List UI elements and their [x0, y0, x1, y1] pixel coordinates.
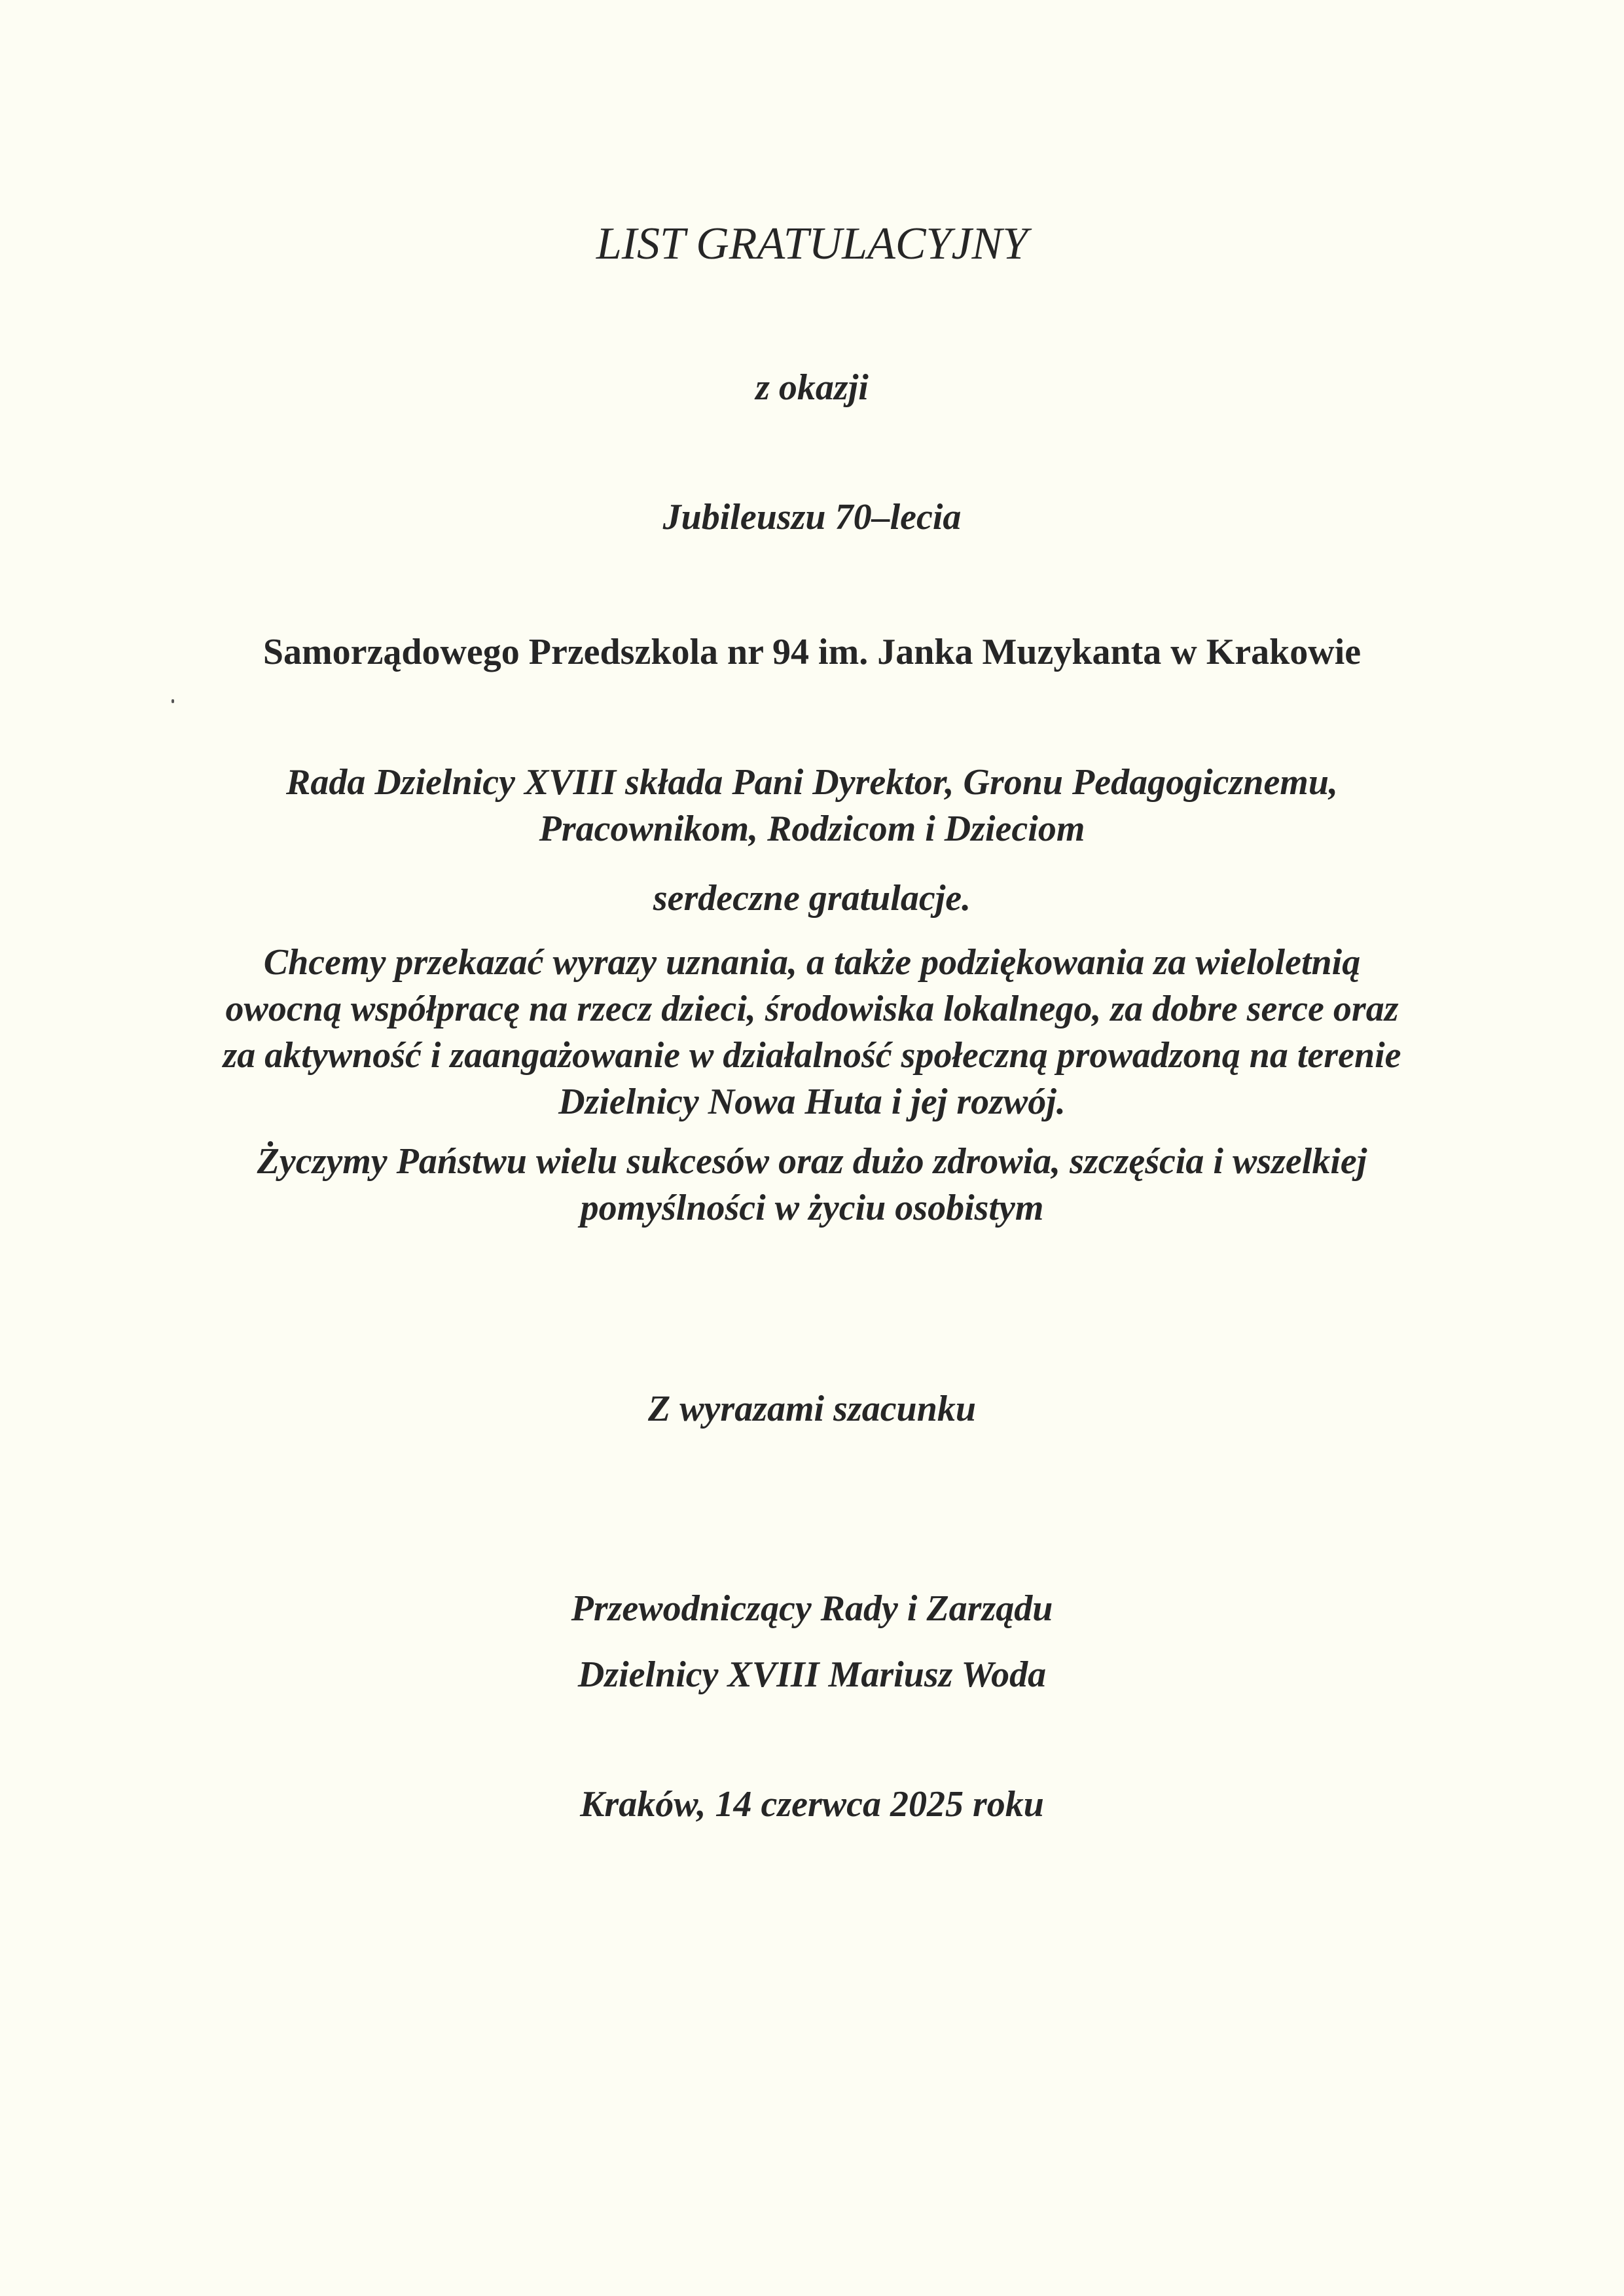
greeting-line: Rada Dzielnicy XVIII składa Pani Dyrektor, Gronu Pedagogicznemu, — [285, 762, 1339, 803]
recognition-line: Dzielnicy Nowa Huta i jej rozwój. — [558, 1082, 1066, 1122]
recognition-line: owocną współpracę na rzecz dzieci, środowiska lokalnego, za dobre serce oraz — [225, 989, 1399, 1029]
congratulations-line: serdeczne gratulacje. — [653, 878, 971, 919]
wishes-line: pomyślności w życiu osobistym — [580, 1188, 1044, 1228]
scan-speck — [171, 699, 174, 703]
signature-name: Dzielnicy XVIII Mariusz Woda — [577, 1654, 1047, 1695]
letter-title: LIST GRATULACYJNY — [596, 219, 1028, 269]
place-date: Kraków, 14 czerwca 2025 roku — [580, 1784, 1044, 1825]
signature-title: Przewodniczący Rady i Zarządu — [571, 1588, 1053, 1629]
recognition-line: Chcemy przekazać wyrazy uznania, a także podziękowania za wieloletnią — [263, 942, 1361, 983]
closing-line: Z wyrazami szacunku — [648, 1389, 976, 1429]
wishes-line: Życzymy Państwu wielu sukcesów oraz dużo zdrowia, szczęścia i wszelkiej — [257, 1141, 1367, 1182]
institution-name: Samorządowego Przedszkola nr 94 im. Janka Muzykanta w Krakowie — [262, 632, 1362, 672]
recognition-paragraph — [0, 939, 1624, 1125]
occasion-intro: z okazji — [755, 367, 869, 408]
wishes-paragraph — [0, 1139, 1624, 1231]
jubilee-line: Jubileuszu 70–lecia — [662, 497, 962, 538]
greeting-paragraph — [0, 759, 1624, 852]
recognition-line: za aktywność i zaangażowanie w działalność społeczną prowadzoną na terenie — [223, 1035, 1401, 1076]
greeting-line: Pracownikom, Rodzicom i Dzieciom — [539, 809, 1085, 849]
